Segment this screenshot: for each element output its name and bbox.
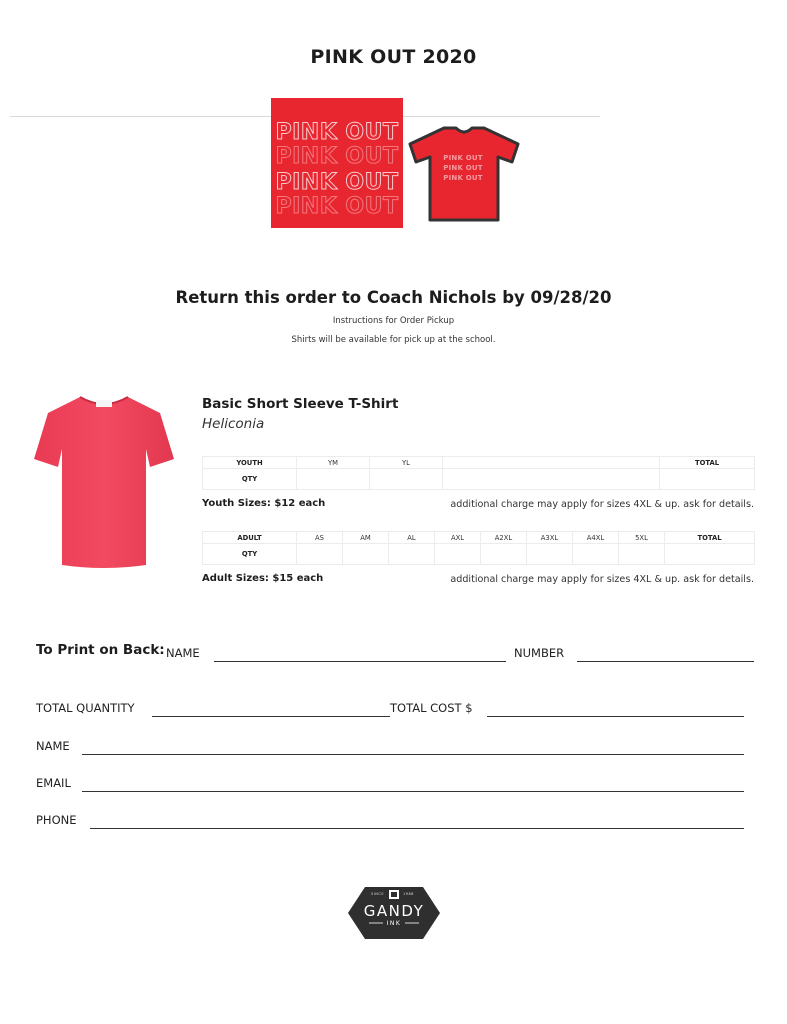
adult-qty-a2xl-field[interactable] (481, 544, 527, 565)
tshirt-icon (34, 393, 174, 569)
email-field[interactable] (82, 791, 744, 792)
front-design-image (271, 98, 403, 228)
adult-size-a4xl: A4XL (573, 532, 619, 544)
return-deadline-heading: Return this order to Coach Nichols by 09/28/20 (175, 288, 612, 307)
product-tshirt-image (34, 393, 174, 569)
logo-year: 1988 (403, 892, 414, 896)
design-front-line-2: PINK OUT (275, 144, 399, 169)
youth-price: Youth Sizes: $12 each (202, 498, 326, 509)
adult-size-5xl: 5XL (619, 532, 665, 544)
adult-size-table (202, 531, 755, 565)
design-back-line-3: PINK OUT (443, 174, 483, 182)
adult-size-as: AS (297, 532, 343, 544)
adult-header-label: ADULT (203, 532, 297, 544)
total-quantity-label: TOTAL QUANTITY (36, 701, 135, 715)
pickup-instructions-note: Shirts will be available for pick up at the school. (291, 335, 496, 345)
back-design-shirt (408, 124, 520, 224)
email-label: EMAIL (36, 776, 71, 790)
name-label: NAME (36, 739, 70, 753)
phone-field[interactable] (90, 828, 744, 829)
pickup-instructions-title: Instructions for Order Pickup (332, 316, 455, 326)
total-cost-field[interactable] (487, 716, 744, 717)
adult-qty-a4xl-field[interactable] (573, 544, 619, 565)
product-name: Basic Short Sleeve T-Shirt (202, 396, 399, 412)
youth-header-label: YOUTH (203, 457, 297, 469)
youth-extra-charge-note: additional charge may apply for sizes 4XL & up. ask for details. (450, 499, 754, 510)
adult-qty-5xl-field[interactable] (619, 544, 665, 565)
youth-size-ym: YM (297, 457, 370, 469)
youth-size-table (202, 456, 755, 490)
adult-size-a2xl: A2XL (481, 532, 527, 544)
product-color: Heliconia (202, 416, 265, 432)
logo-since: SINCE (371, 892, 385, 896)
total-cost-label: TOTAL COST $ (390, 701, 473, 715)
adult-total-field[interactable] (665, 544, 755, 565)
back-name-label: NAME (166, 646, 200, 660)
logo-sub: INK (386, 920, 402, 927)
youth-total-field[interactable] (660, 469, 755, 490)
adult-extra-charge-note: additional charge may apply for sizes 4XL & up. ask for details. (450, 574, 754, 585)
adult-qty-al-field[interactable] (389, 544, 435, 565)
youth-spacer (443, 457, 660, 469)
youth-total-label: TOTAL (660, 457, 755, 469)
design-border-text (271, 100, 403, 109)
adult-size-al: AL (389, 532, 435, 544)
adult-qty-am-field[interactable] (343, 544, 389, 565)
adult-qty-as-field[interactable] (297, 544, 343, 565)
phone-label: PHONE (36, 813, 77, 827)
adult-qty-axl-field[interactable] (435, 544, 481, 565)
youth-qty-ym-field[interactable] (297, 469, 370, 490)
adult-price: Adult Sizes: $15 each (202, 573, 324, 584)
youth-qty-label: QTY (203, 469, 297, 490)
design-back-line-2: PINK OUT (443, 164, 483, 172)
back-number-field[interactable] (577, 661, 754, 662)
back-name-field[interactable] (214, 661, 506, 662)
print-on-back-label: To Print on Back: (36, 642, 165, 658)
adult-qty-a3xl-field[interactable] (527, 544, 573, 565)
youth-spacer (443, 469, 660, 490)
design-front-line-4: PINK OUT (275, 194, 399, 219)
design-front-line-1: PINK OUT (275, 120, 399, 145)
adult-qty-label: QTY (203, 544, 297, 565)
name-field[interactable] (82, 754, 744, 755)
youth-qty-yl-field[interactable] (370, 469, 443, 490)
back-number-label: NUMBER (514, 646, 565, 660)
design-back-line-1: PINK OUT (443, 154, 483, 162)
logo-brand: GANDY (363, 902, 425, 920)
design-front-line-3: PINK OUT (275, 170, 399, 195)
gandy-ink-logo (347, 886, 441, 940)
adult-size-a3xl: A3XL (527, 532, 573, 544)
adult-total-label: TOTAL (665, 532, 755, 544)
youth-size-yl: YL (370, 457, 443, 469)
page-title: PINK OUT 2020 (310, 46, 477, 68)
adult-size-am: AM (343, 532, 389, 544)
adult-size-axl: AXL (435, 532, 481, 544)
total-quantity-field[interactable] (152, 716, 390, 717)
